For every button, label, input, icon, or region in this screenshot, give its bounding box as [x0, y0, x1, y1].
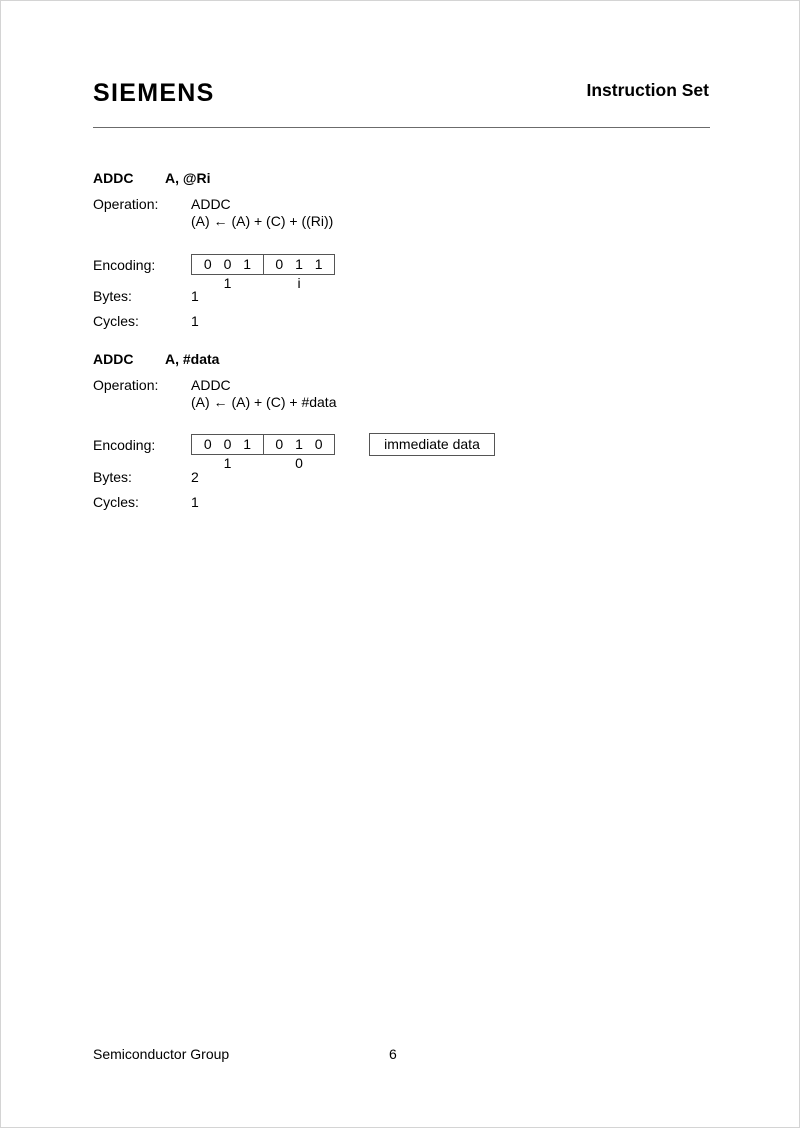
- operation-expression: (A) ← (A) + (C) + ((Ri)): [191, 213, 334, 229]
- encoding-low-nibble: 0 1 1 i: [263, 255, 334, 274]
- footer-company: Semiconductor Group: [93, 1046, 230, 1062]
- cycles-value: 1: [191, 494, 199, 510]
- encoding-label: Encoding:: [93, 257, 156, 273]
- bytes-value: 2: [191, 469, 199, 485]
- immediate-data-box: immediate data: [369, 433, 495, 456]
- cycles-label: Cycles:: [93, 494, 139, 510]
- instruction-mnemonic: ADDC: [93, 351, 134, 367]
- encoding-high-nibble: 0 0 1 1: [203, 436, 256, 471]
- bytes-label: Bytes:: [93, 288, 132, 304]
- operation-expression: (A) ← (A) + (C) + #data: [191, 394, 337, 410]
- instruction-mnemonic: ADDC: [93, 170, 134, 186]
- cycles-value: 1: [191, 313, 199, 329]
- bytes-value: 1: [191, 288, 199, 304]
- encoding-label: Encoding:: [93, 437, 156, 453]
- operation-name: ADDC: [191, 377, 231, 393]
- encoding-high-nibble: 0 0 1 1: [203, 256, 256, 291]
- encoding-low-nibble: 0 1 0 0: [263, 435, 334, 454]
- page-number: 6: [389, 1046, 397, 1062]
- instruction-operands: A, #data: [165, 351, 220, 367]
- operation-label: Operation:: [93, 196, 159, 212]
- instruction-operands: A, @Ri: [165, 170, 211, 186]
- encoding-box: [191, 254, 335, 291]
- section-title: Instruction Set: [586, 80, 709, 100]
- siemens-logo: SIEMENS: [93, 79, 215, 107]
- header-divider: [93, 127, 710, 128]
- cycles-label: Cycles:: [93, 313, 139, 329]
- operation-name: ADDC: [191, 196, 231, 212]
- encoding-box: [191, 434, 335, 471]
- operation-label: Operation:: [93, 377, 159, 393]
- bytes-label: Bytes:: [93, 469, 132, 485]
